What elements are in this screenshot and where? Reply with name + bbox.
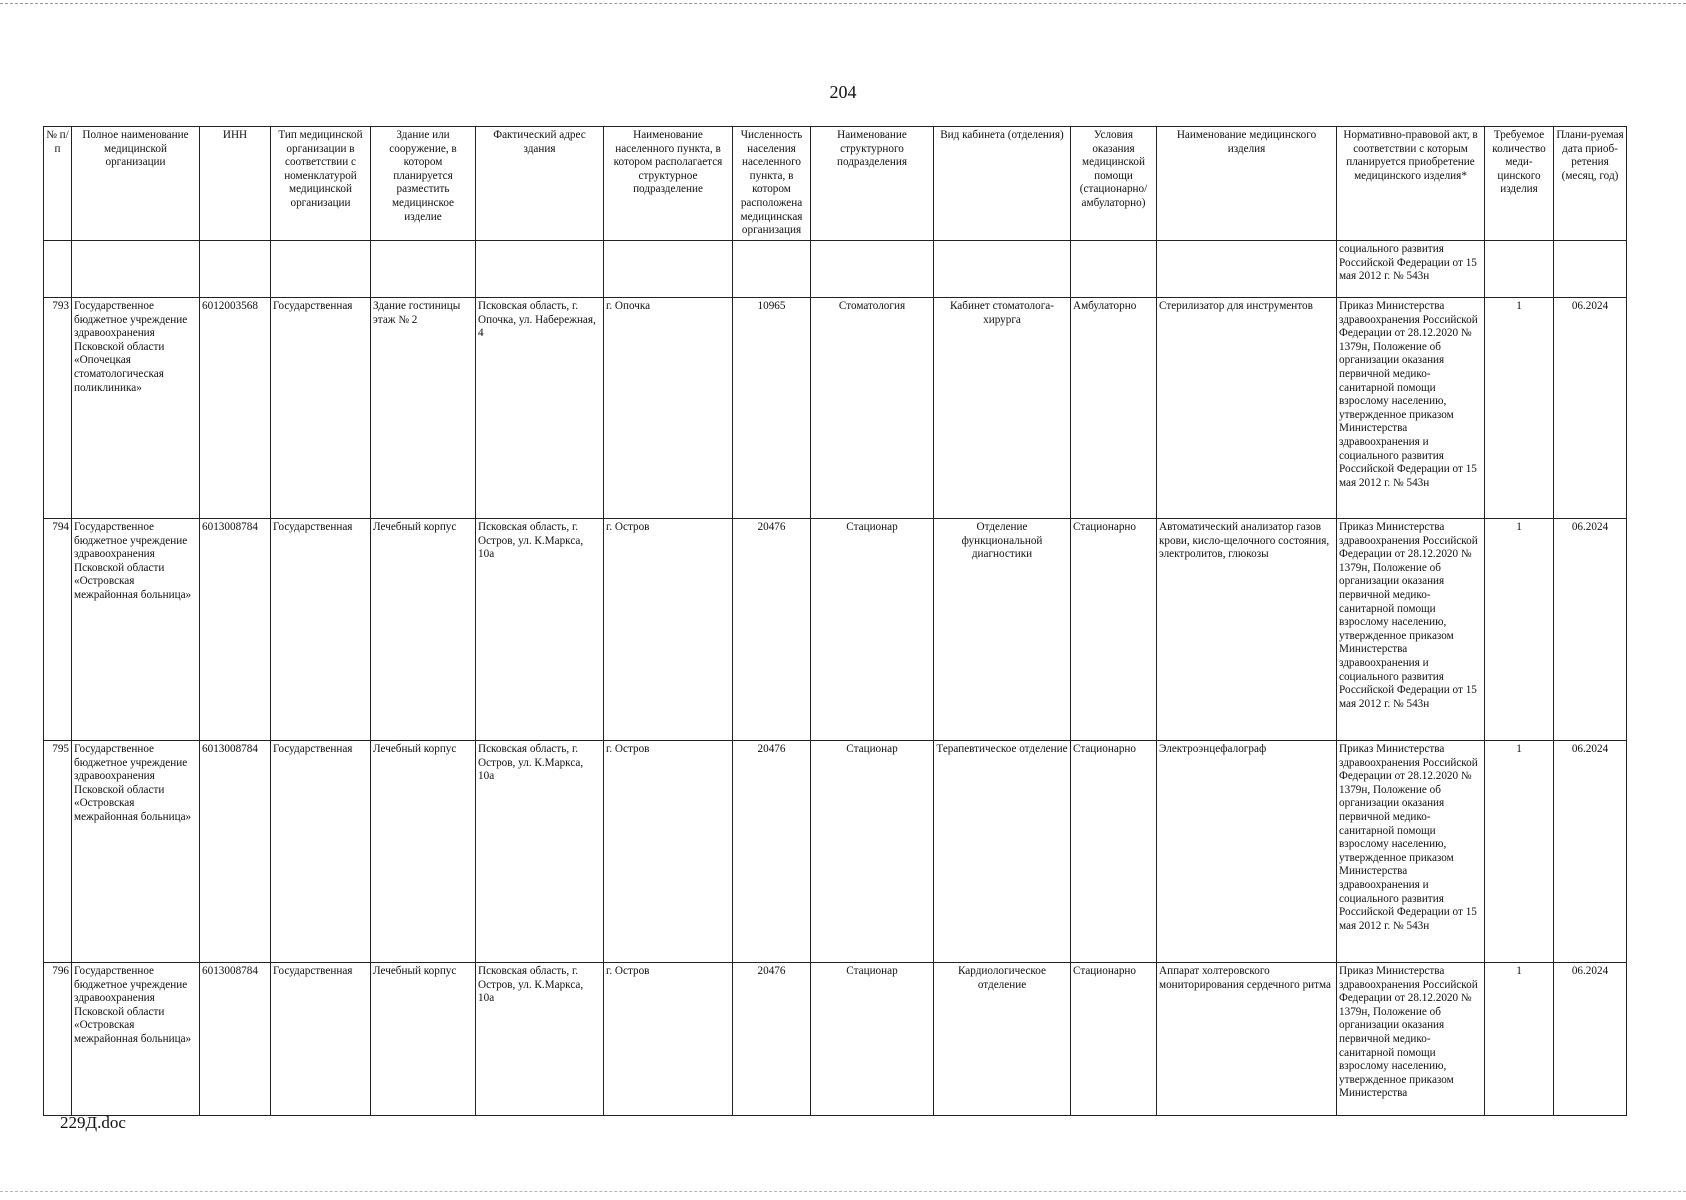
cell-cabinet: Кардиологическое отделение [934,963,1071,1116]
cell-conditions: Стационарно [1071,741,1157,963]
cell-number: 793 [44,298,72,519]
cell-locality: г. Остров [604,741,733,963]
cell-device: Электроэнцефалограф [1157,741,1337,963]
cell-legal-act: социального развития Российской Федерации от 15 мая 2012 г. № 543н [1337,241,1485,298]
cell-cabinet: Терапевтическое отделение [934,741,1071,963]
cell-conditions: Амбулаторно [1071,298,1157,519]
cell-address: Псковская область, г. Остров, ул. К.Маркса, 10а [476,741,604,963]
cell-address: Псковская область, г. Остров, ул. К.Маркса, 10а [476,963,604,1116]
cell-org-name: Государственное бюджетное учреждение здравоохранения Псковской области «Опочецкая стоматологическая поликлиника» [72,298,200,519]
table-row [44,963,1627,1116]
header-org-name: Полное наименование медицинской организации [72,127,200,241]
header-inn: ИНН [200,127,271,241]
cell-cabinet: Кабинет стоматолога-хирурга [934,298,1071,519]
cell-quantity: 1 [1485,298,1554,519]
table-row [44,519,1627,741]
cell-date: 06.2024 [1554,519,1627,741]
cell-date: 06.2024 [1554,963,1627,1116]
cell-quantity: 1 [1485,519,1554,741]
footer-filename: 229Д.doc [60,1113,126,1132]
cell-device: Автоматический анализатор газов крови, кисло-щелочного состояния, электролитов, глюкозы [1157,519,1337,741]
cell-quantity: 1 [1485,963,1554,1116]
header-conditions: Условия оказания медицинской помощи (стационарно/ амбулаторно) [1071,127,1157,241]
scan-edge-top [0,3,1686,4]
cell-org-type: Государственная [271,741,371,963]
cell-legal-act: Приказ Министерства здравоохранения Российской Федерации от 28.12.2020 № 1379н, Положение об организации оказания первичной медико-санитарной помощи взрослому населению, утвержденное приказом Министерства здравоохранения и социального развития Российской Федерации от 15 мая 2012 г. № 543н [1337,298,1485,519]
cell-org-name: Государственное бюджетное учреждение здравоохранения Псковской области «Островская межрайонная больница» [72,519,200,741]
header-device: Наименование медицинского изделия [1157,127,1337,241]
cell-date: 06.2024 [1554,741,1627,963]
header-population: Численность населения населенного пункта, в котором расположена медицинская организация [733,127,811,241]
cell-population: 20476 [733,741,811,963]
cell-legal-act: Приказ Министерства здравоохранения Российской Федерации от 28.12.2020 № 1379н, Положение об организации оказания первичной медико-санитарной помощи взрослому населению, утвержденное приказом Министерства здравоохранения и социального развития Российской Федерации от 15 мая 2012 г. № 543н [1337,741,1485,963]
cell-device: Стерилизатор для инструментов [1157,298,1337,519]
cell-date: 06.2024 [1554,298,1627,519]
header-number: № п/п [44,127,72,241]
equipment-register-table [43,126,1627,1116]
header-address: Фактический адрес здания [476,127,604,241]
page-number: 204 [829,82,857,102]
cell-population: 10965 [733,298,811,519]
cell-number: 795 [44,741,72,963]
cell-legal-act: Приказ Министерства здравоохранения Российской Федерации от 28.12.2020 № 1379н, Положение об организации оказания первичной медико-санитарной помощи взрослому населению, утвержденное приказом Министерства здравоохранения и социального развития Российской Федерации от 15 мая 2012 г. № 543н [1337,519,1485,741]
cell-number: 796 [44,963,72,1116]
cell-address: Псковская область, г. Остров, ул. К.Маркса, 10а [476,519,604,741]
cell-org-name: Государственное бюджетное учреждение здравоохранения Псковской области «Островская межрайонная больница» [72,741,200,963]
cell-inn: 6012003568 [200,298,271,519]
cell-building: Здание гостиницы этаж № 2 [371,298,476,519]
cell-device: Аппарат холтеровского мониторирования сердечного ритма [1157,963,1337,1116]
cell-number: 794 [44,519,72,741]
cell-inn: 6013008784 [200,519,271,741]
cell-conditions: Стационарно [1071,519,1157,741]
cell-org-name: Государственное бюджетное учреждение здравоохранения Псковской области «Островская межрайонная больница» [72,963,200,1116]
header-org-type: Тип медицинской организации в соответствии с номенклатурой медицинской организации [271,127,371,241]
cell-cabinet: Отделение функциональной диагностики [934,519,1071,741]
table-row [44,298,1627,519]
header-legal-act: Нормативно-правовой акт, в соответствии с которым планируется приобретение медицинского изделия* [1337,127,1485,241]
cell-population: 20476 [733,519,811,741]
header-date: Плани-руемая дата приоб-ретения (месяц, год) [1554,127,1627,241]
cell-building: Лечебный корпус [371,741,476,963]
cell-locality: г. Остров [604,519,733,741]
cell-subdivision: Стационар [811,963,934,1116]
cell-address: Псковская область, г. Опочка, ул. Набережная, 4 [476,298,604,519]
table-row [44,741,1627,963]
cell-conditions: Стационарно [1071,963,1157,1116]
header-locality: Наименование населенного пункта, в котором располагается структурное подразделение [604,127,733,241]
cell-org-type: Государственная [271,519,371,741]
cell-building: Лечебный корпус [371,963,476,1116]
cell-building: Лечебный корпус [371,519,476,741]
cell-quantity: 1 [1485,741,1554,963]
cell-subdivision: Стационар [811,519,934,741]
header-cabinet: Вид кабинета (отделения) [934,127,1071,241]
cell-subdivision: Стационар [811,741,934,963]
cell-population: 20476 [733,963,811,1116]
table-header-row [44,127,1627,241]
header-subdivision: Наименование структурного подразделения [811,127,934,241]
cell-inn: 6013008784 [200,963,271,1116]
cell-org-type: Государственная [271,963,371,1116]
cell-org-type: Государственная [271,298,371,519]
cell-legal-act: Приказ Министерства здравоохранения Российской Федерации от 28.12.2020 № 1379н, Положение об организации оказания первичной медико-санитарной помощи взрослому населению, утвержденное приказом Министерства [1337,963,1485,1116]
scan-edge-bottom [0,1191,1686,1192]
cell-subdivision: Стоматология [811,298,934,519]
cell-locality: г. Остров [604,963,733,1116]
table-row-continuation [44,241,1627,298]
cell-inn: 6013008784 [200,741,271,963]
header-building: Здание или сооружение, в котором планируется разместить медицинское изделие [371,127,476,241]
header-quantity: Требуемое количество меди-цинского изделия [1485,127,1554,241]
cell-locality: г. Опочка [604,298,733,519]
